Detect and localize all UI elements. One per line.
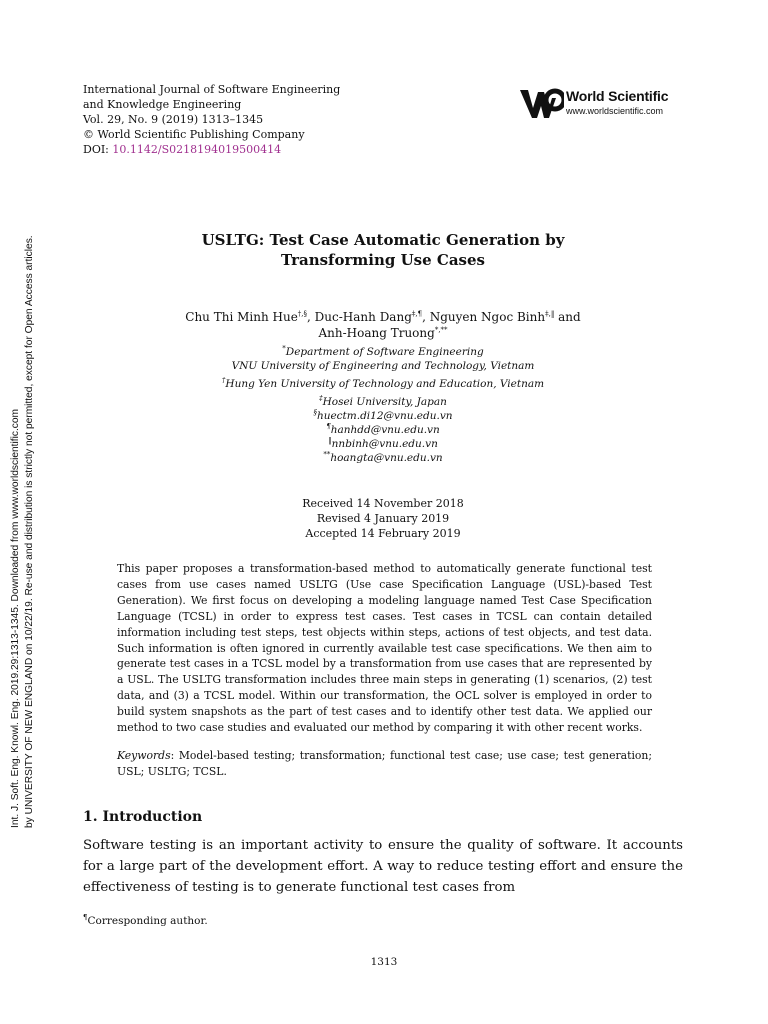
doi-label: DOI: <box>83 143 113 156</box>
intro-paragraph: Software testing is an important activity to ensure the quality of software. It accounts for a large part of the development effort. A way to reduce testing effort and ensure the effectiveness of testing is to generate functional test cases from <box>83 838 683 895</box>
affil-mark: ‖ <box>328 436 332 445</box>
author-name: Duc-Hanh Dang <box>314 310 412 324</box>
footnote-text: Corresponding author. <box>87 915 208 927</box>
affil-mark: ** <box>323 450 331 459</box>
footnote <box>83 915 208 927</box>
journal-doi <box>83 142 340 157</box>
date-received: Received 14 November 2018 <box>302 497 464 510</box>
world-scientific-logo-icon <box>518 84 564 122</box>
publisher-logo <box>518 84 688 122</box>
affiliations <box>100 345 666 465</box>
page-number: 1313 <box>370 956 398 968</box>
email-4[interactable] <box>100 451 666 465</box>
side-note-line1: Int. J. Soft. Eng. Knowl. Eng. 2019.29:1313-1345. Downloaded from www.worldscientific.com <box>10 408 21 828</box>
email-3[interactable] <box>100 437 666 451</box>
email-text: huectm.di12@vnu.edu.vn <box>316 410 453 422</box>
title-line1: USLTG: Test Case Automatic Generation by <box>201 231 565 249</box>
submission-dates <box>100 496 666 541</box>
affil-mark: § <box>313 408 317 417</box>
author-name: Chu Thi Minh Hue <box>185 310 298 324</box>
keywords-label: Keywords <box>117 749 171 762</box>
author-mark: *,** <box>434 326 448 334</box>
affiliation-hungyen <box>100 377 666 391</box>
keywords <box>117 748 652 779</box>
footnote-mark: ¶ <box>83 913 88 922</box>
author-and: and <box>554 310 581 324</box>
author-separator: , <box>422 310 430 324</box>
doi-link[interactable]: 10.1142/S0218194019500414 <box>112 143 282 156</box>
journal-name-line1: International Journal of Software Engineering <box>83 83 341 96</box>
publisher-url[interactable]: www.worldscientific.com <box>566 106 664 116</box>
author-mark: ‡,¶ <box>411 310 423 318</box>
email-2[interactable] <box>100 423 666 437</box>
affil-text: Hung Yen University of Technology and Education, Vietnam <box>225 378 545 390</box>
affil-mark: † <box>221 376 226 385</box>
abstract-text: This paper proposes a transformation-based method to automatically generate functional test cases from use cases named USLTG (Use case Specification Language (USL)-based Test Generation). We first focus on developing a modeling language named Test Case Specification Language (TCSL) in order to express test cases. Test cases in TCSL can contain detailed information including test steps, test objects within steps, actions of test objects, and test data. Such information is often ignored in currently available test case specifications. We then aim to generate test cases in a TCSL model by a transformation from use cases that are represented by a USL. The USLTG transformation includes three main steps in generating (1) scenarios, (2) test data, and (3) a TCSL model. Within our transformation, the OCL solver is employed in order to build system snapshots as the part of test cases and to identify other test data. We applied our method to two case studies and evaluated our method by comparing it with other recent works. <box>117 562 652 735</box>
affiliation-dept <box>100 345 666 359</box>
title-line2: Transforming Use Cases <box>281 251 485 269</box>
journal-name-line2: and Knowledge Engineering <box>83 98 242 111</box>
publisher-name: World Scientific <box>566 88 669 104</box>
journal-header <box>83 82 340 157</box>
email-text: hanhdd@vnu.edu.vn <box>330 424 440 436</box>
side-note-line2: by UNIVERSITY OF NEW ENGLAND on 10/22/19. Re-use and distribution is strictly not permitted, except for Open Access articles. <box>24 235 35 828</box>
affiliation-hosei <box>100 395 666 409</box>
author-list <box>100 309 666 341</box>
email-text: nnbinh@vnu.edu.vn <box>331 438 438 450</box>
email-text: hoangta@vnu.edu.vn <box>330 452 443 464</box>
author-name: Nguyen Ngoc Binh <box>429 310 546 324</box>
date-accepted: Accepted 14 February 2019 <box>305 527 461 540</box>
affil-mark: * <box>282 344 286 353</box>
keywords-text: : Model-based testing; transformation; functional test case; use case; test generation; USL; USLTG; TCSL. <box>117 749 652 778</box>
author-separator: , <box>307 310 315 324</box>
author-mark: †,§ <box>297 310 308 318</box>
journal-copyright: © World Scientific Publishing Company <box>83 128 305 141</box>
section-heading: 1. Introduction <box>83 809 203 825</box>
author-mark: ‡,‖ <box>545 310 555 318</box>
affil-text: Hosei University, Japan <box>322 396 447 408</box>
authors-line2 <box>100 325 666 341</box>
download-side-note <box>9 178 37 828</box>
affiliation-univ: VNU University of Engineering and Technology, Vietnam <box>231 360 535 372</box>
email-1[interactable] <box>100 409 666 423</box>
affil-text: Department of Software Engineering <box>285 346 484 358</box>
affil-mark: ¶ <box>326 422 331 431</box>
journal-volume: Vol. 29, No. 9 (2019) 1313–1345 <box>83 113 264 126</box>
author-name: Anh-Hoang Truong <box>318 326 435 340</box>
date-revised: Revised 4 January 2019 <box>316 512 450 525</box>
authors-line1 <box>100 309 666 325</box>
affil-mark: ‡ <box>319 394 323 403</box>
paper-title <box>100 230 666 270</box>
